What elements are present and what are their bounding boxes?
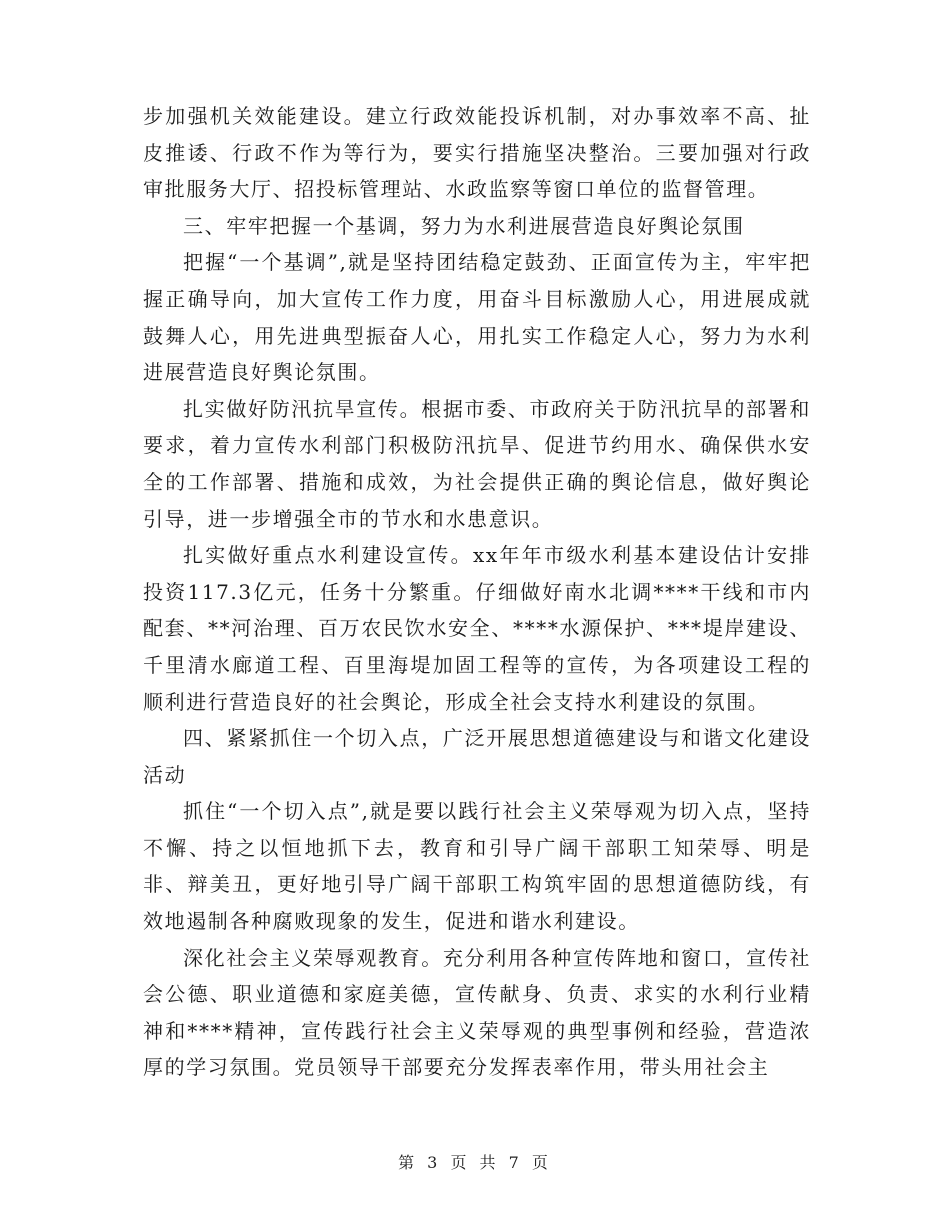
document-body (143, 98, 811, 1086)
section-heading-4: 四、紧紧抓住一个切入点，广泛开展思想道德建设与和谐文化建设活动 (143, 726, 811, 787)
paragraph: 把握“一个基调”,就是坚持团结稳定鼓劲、正面宣传为主，牢牢把握正确导向，加大宣传工作力度，用奋斗目标激励人心，用进展成就鼓舞人心，用先进典型振奋人心，用扎实工作稳定人心，努力为水利进展营造良好舆论氛围。 (143, 250, 811, 385)
paragraph: 扎实做好防汛抗旱宣传。根据市委、市政府关于防汛抗旱的部署和要求，着力宣传水利部门积极防汛抗旱、促进节约用水、确保供水安全的工作部署、措施和成效，为社会提供正确的舆论信息，做好舆论引导，进一步增强全市的节水和水患意识。 (143, 396, 811, 531)
paragraph: 抓住“一个切入点”,就是要以践行社会主义荣辱观为切入点，坚持不懈、持之以恒地抓下去，教育和引导广阔干部职工知荣辱、明是非、辩美丑，更好地引导广阔干部职工构筑牢固的思想道德防线，有效地遏制各种腐败现象的发生，促进和谐水利建设。 (143, 799, 811, 934)
page-number-footer: 第 3 页 共 7 页 (398, 1153, 552, 1172)
paragraph: 扎实做好重点水利建设宣传。xx年年市级水利基本建设估计安排投资117.3亿元，任务十分繁重。仔细做好南水北调****干线和市内配套、**河治理、百万农民饮水安全、****水源保护、***堤岸建设、千里清水廊道工程、百里海堤加固工程等的宣传，为各项建设工程的顺利进行营造良好的社会舆论，形成全社会支持水利建设的氛围。 (143, 543, 811, 714)
paragraph-continuation: 步加强机关效能建设。建立行政效能投诉机制，对办事效率不高、扯皮推诿、行政不作为等行为，要实行措施坚决整治。三要加强对行政审批服务大厅、招投标管理站、水政监察等窗口单位的监督管理。 (143, 104, 811, 202)
paragraph: 深化社会主义荣辱观教育。充分利用各种宣传阵地和窗口，宣传社会公德、职业道德和家庭美德，宣传献身、负责、求实的水利行业精神和****精神，宣传践行社会主义荣辱观的典型事例和经验，营造浓厚的学习氛围。党员领导干部要充分发挥表率作用，带头用社会主 (143, 945, 811, 1080)
section-heading-3: 三、牢牢把握一个基调，努力为水利进展营造良好舆论氛围 (183, 213, 745, 238)
